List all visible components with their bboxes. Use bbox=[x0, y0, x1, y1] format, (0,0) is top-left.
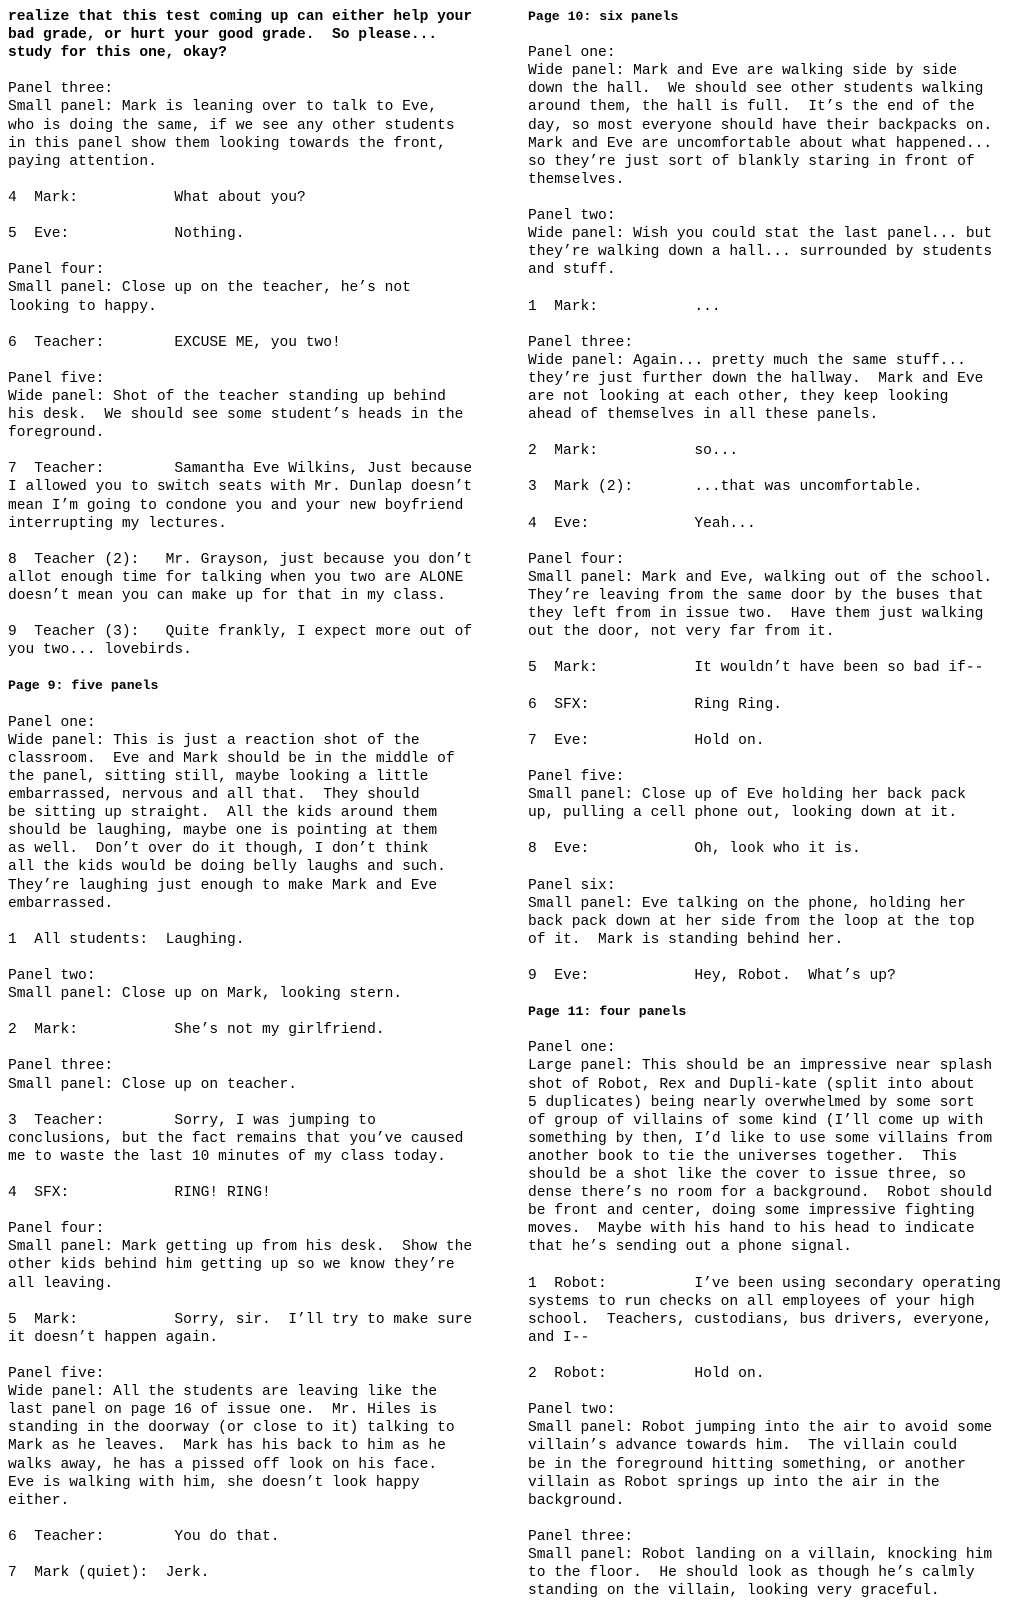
panel-label: Panel two: bbox=[528, 208, 616, 225]
script-text-line: Wide panel: Mark and Eve are walking side by side bbox=[528, 63, 958, 80]
script-text-line: another book to tie the universes together. This bbox=[528, 1148, 958, 1165]
script-text-line: realize that this test coming up can either help your bbox=[8, 9, 473, 25]
blank-line bbox=[528, 1510, 1020, 1528]
panel-label: Panel three: bbox=[8, 81, 114, 98]
dialogue-line: 4 Mark: What about you? bbox=[8, 189, 306, 206]
script-text-line: walks away, he has a pissed off look on his face. bbox=[8, 1456, 438, 1473]
panel-label: Panel three: bbox=[528, 1528, 634, 1545]
script-text-line: so they’re just sort of blankly staring in front of bbox=[528, 153, 975, 170]
dialogue-line: 9 Eve: Hey, Robot. What’s up? bbox=[528, 967, 896, 984]
panel-label: Panel one: bbox=[528, 45, 616, 62]
blank-line bbox=[8, 659, 504, 677]
panel-label: Panel four: bbox=[8, 1221, 105, 1238]
panel-label: Panel four: bbox=[8, 262, 105, 279]
script-text-line: they’re just further down the hallway. Mark and Eve bbox=[528, 370, 984, 387]
blank-line bbox=[8, 1546, 504, 1564]
script-text-line: it doesn’t happen again. bbox=[8, 1329, 219, 1346]
blank-line bbox=[8, 1510, 504, 1528]
blank-line bbox=[8, 171, 504, 189]
panel-label: Panel six: bbox=[528, 877, 616, 894]
blank-line bbox=[528, 1256, 1020, 1274]
script-text-line: moves. Maybe with his hand to his head to indicate bbox=[528, 1221, 975, 1238]
script-text-line: Wide panel: Wish you could stat the last panel... but bbox=[528, 226, 993, 243]
dialogue-line: 5 duplicates) being nearly overwhelmed by some sort bbox=[528, 1094, 975, 1111]
script-text-line: to the floor. He should look as though he’s calmly bbox=[528, 1565, 975, 1582]
script-text-line: up, pulling a cell phone out, looking down at it. bbox=[528, 805, 958, 822]
script-text-line: Small panel: Mark and Eve, walking out of the school. bbox=[528, 569, 993, 586]
script-text-line: that he’s sending out a phone signal. bbox=[528, 1239, 853, 1256]
script-text-line: Wide panel: All the students are leaving like the bbox=[8, 1384, 438, 1401]
script-text-line: Small panel: Close up on teacher. bbox=[8, 1076, 298, 1093]
blank-line bbox=[528, 677, 1020, 695]
script-text-line: allot enough time for talking when you two are ALONE bbox=[8, 569, 464, 586]
script-text-line: dense there’s no room for a background. Robot should bbox=[528, 1185, 993, 1202]
script-text-line: bad grade, or hurt your good grade. So please... bbox=[8, 27, 438, 44]
page-heading: Page 11: four panels bbox=[528, 1004, 687, 1020]
blank-line bbox=[528, 1347, 1020, 1365]
panel-label: Panel one: bbox=[8, 714, 96, 731]
script-text-line: school. Teachers, custodians, bus drivers, everyone, bbox=[528, 1311, 993, 1328]
script-text-line: looking to happy. bbox=[8, 298, 157, 315]
dialogue-line: 5 Eve: Nothing. bbox=[8, 226, 245, 243]
blank-line bbox=[528, 641, 1020, 659]
dialogue-line: 2 Mark: so... bbox=[528, 443, 739, 460]
script-text-line: themselves. bbox=[528, 171, 625, 188]
blank-line bbox=[8, 442, 504, 460]
script-text-line: Small panel: Mark getting up from his desk. Show the bbox=[8, 1239, 473, 1256]
script-text-line: be sitting up straight. All the kids around them bbox=[8, 805, 438, 822]
blank-line bbox=[528, 279, 1020, 297]
dialogue-line: 1 Robot: I’ve been using secondary operating bbox=[528, 1275, 1001, 1292]
script-text-line: they’re walking down a hall... surrounded by students bbox=[528, 244, 993, 261]
script-text-line: they left from in issue two. Have them just walking bbox=[528, 606, 984, 623]
panel-label: Panel two: bbox=[528, 1402, 616, 1419]
script-text-line: embarrassed. bbox=[8, 895, 114, 912]
script-text-line: and stuff. bbox=[528, 262, 616, 279]
script-text-line: me to waste the last 10 minutes of my class today. bbox=[8, 1148, 446, 1165]
script-column-right bbox=[528, 8, 1020, 1600]
script-text-line: of group of villains of some kind (I’ll come up with bbox=[528, 1112, 984, 1129]
script-text-line: of it. Mark is standing behind her. bbox=[528, 931, 844, 948]
script-text-line: villain’s advance towards him. The villain could bbox=[528, 1438, 958, 1455]
script-text-line: They’re laughing just enough to make Mark and Eve bbox=[8, 877, 438, 894]
blank-line bbox=[528, 822, 1020, 840]
script-text-line: systems to run checks on all employees of your high bbox=[528, 1293, 975, 1310]
blank-line bbox=[8, 1094, 504, 1112]
script-text-line: Small panel: Close up on Mark, looking stern. bbox=[8, 986, 403, 1003]
blank-line bbox=[8, 1166, 504, 1184]
script-text-line: Small panel: Mark is leaning over to talk to Eve, bbox=[8, 99, 438, 116]
script-text-line: his desk. We should see some student’s heads in the bbox=[8, 407, 464, 424]
blank-line bbox=[8, 352, 504, 370]
dialogue-line: 9 Teacher (3): Quite frankly, I expect more out of bbox=[8, 624, 473, 641]
script-text-line: be front and center, doing some impressive fighting bbox=[528, 1203, 975, 1220]
panel-label: Panel five: bbox=[8, 1366, 105, 1383]
script-text-line: who is doing the same, if we see any other students bbox=[8, 117, 455, 134]
script-text-line: Small panel: Close up on the teacher, he’s not bbox=[8, 280, 411, 297]
script-text-line: doesn’t mean you can make up for that in my class. bbox=[8, 588, 446, 604]
script-text-line: Small panel: Eve talking on the phone, holding her bbox=[528, 895, 966, 912]
dialogue-line: 4 SFX: RING! RING! bbox=[8, 1185, 271, 1202]
blank-line bbox=[528, 497, 1020, 515]
script-text-line: standing on the villain, looking very graceful. bbox=[528, 1583, 940, 1600]
blank-line bbox=[528, 26, 1020, 44]
blank-line bbox=[8, 243, 504, 261]
dialogue-line: 3 Mark (2): ...that was uncomfortable. bbox=[528, 479, 923, 496]
dialogue-line: 6 Teacher: You do that. bbox=[8, 1528, 280, 1545]
panel-label: Panel five: bbox=[528, 768, 625, 785]
dialogue-line: 2 Robot: Hold on. bbox=[528, 1366, 765, 1383]
script-text-line: should be a shot like the cover to issue three, so bbox=[528, 1167, 966, 1183]
script-text-line: Wide panel: Again... pretty much the same stuff... bbox=[528, 352, 966, 369]
blank-line bbox=[8, 605, 504, 623]
panel-label: Panel three: bbox=[528, 334, 634, 351]
page-heading: Page 10: six panels bbox=[528, 9, 679, 24]
blank-line bbox=[8, 1003, 504, 1021]
dialogue-line: 7 Teacher: Samantha Eve Wilkins, Just because bbox=[8, 461, 473, 478]
script-text-line: all the kids would be doing belly laughs and such. bbox=[8, 859, 446, 876]
script-text-line: ahead of themselves in all these panels. bbox=[528, 407, 879, 424]
dialogue-line: 5 Mark: It wouldn’t have been so bad if-- bbox=[528, 660, 984, 677]
script-text-line: shot of Robot, Rex and Dupli-kate (split into about bbox=[528, 1076, 975, 1093]
dialogue-line: 2 Mark: She’s not my girlfriend. bbox=[8, 1022, 385, 1039]
blank-line bbox=[528, 1021, 1020, 1039]
blank-line bbox=[528, 424, 1020, 442]
script-text-line: Mark as he leaves. Mark has his back to him as he bbox=[8, 1438, 446, 1455]
blank-line bbox=[8, 1202, 504, 1220]
dialogue-line: 8 Teacher (2): Mr. Grayson, just because you don’t bbox=[8, 551, 473, 568]
script-text-line: you two... lovebirds. bbox=[8, 642, 192, 659]
script-text-line: villain as Robot springs up into the air in the bbox=[528, 1474, 940, 1491]
script-text-line: the panel, sitting still, maybe looking a little bbox=[8, 768, 429, 785]
script-text-line: back pack down at her side from the loop at the top bbox=[528, 913, 975, 930]
script-text-line: standing in the doorway (or close to it) talking to bbox=[8, 1420, 455, 1437]
dialogue-line: 1 All students: Laughing. bbox=[8, 931, 245, 948]
script-text-line: and I-- bbox=[528, 1329, 590, 1346]
dialogue-line: 3 Teacher: Sorry, I was jumping to bbox=[8, 1112, 376, 1129]
panel-label: Panel four: bbox=[528, 551, 625, 568]
script-text-line: day, so most everyone should have their backpacks on. bbox=[528, 117, 993, 134]
script-text-line: in this panel show them looking towards the front, bbox=[8, 135, 446, 152]
script-text-line: Small panel: Close up of Eve holding her back pack bbox=[528, 787, 966, 804]
script-text-line: last panel on page 16 of issue one. Mr. Hiles is bbox=[8, 1402, 438, 1419]
blank-line bbox=[8, 949, 504, 967]
blank-line bbox=[528, 316, 1020, 334]
blank-line bbox=[528, 460, 1020, 478]
script-text-line: study for this one, okay? bbox=[8, 45, 227, 62]
blank-line bbox=[528, 985, 1020, 1003]
script-text-line: around them, the hall is full. It’s the end of the bbox=[528, 99, 975, 116]
blank-line bbox=[528, 189, 1020, 207]
script-text-line: all leaving. bbox=[8, 1275, 114, 1292]
script-text-line: other kids behind him getting up so we know they’re bbox=[8, 1257, 455, 1274]
blank-line bbox=[528, 714, 1020, 732]
script-text-line: be in the foreground hitting something, or another bbox=[528, 1456, 966, 1473]
script-text-line: conclusions, but the fact remains that you’ve caused bbox=[8, 1130, 464, 1147]
dialogue-line: 1 Mark: ... bbox=[528, 298, 721, 315]
script-text-line: They’re leaving from the same door by the buses that bbox=[528, 588, 984, 604]
script-text-line: foreground. bbox=[8, 425, 105, 442]
script-text-line: paying attention. bbox=[8, 153, 157, 170]
script-text-line: Small panel: Robot jumping into the air to avoid some bbox=[528, 1420, 993, 1437]
script-text-line: either. bbox=[8, 1492, 70, 1509]
dialogue-line: 8 Eve: Oh, look who it is. bbox=[528, 841, 861, 858]
script-text-line: Large panel: This should be an impressive near splash bbox=[528, 1058, 993, 1075]
blank-line bbox=[8, 316, 504, 334]
blank-line bbox=[8, 696, 504, 714]
script-text-line: classroom. Eve and Mark should be in the middle of bbox=[8, 750, 455, 767]
script-text-line: something by then, I’d like to use some villains from bbox=[528, 1130, 993, 1147]
dialogue-line: 5 Mark: Sorry, sir. I’ll try to make sure bbox=[8, 1311, 473, 1328]
dialogue-line: 7 Mark (quiet): Jerk. bbox=[8, 1565, 210, 1582]
blank-line bbox=[8, 1347, 504, 1365]
script-text-line: Mark and Eve are uncomfortable about what happened... bbox=[528, 135, 993, 152]
panel-label: Panel two: bbox=[8, 967, 96, 984]
dialogue-line: 4 Eve: Yeah... bbox=[528, 515, 756, 532]
dialogue-line: 6 SFX: Ring Ring. bbox=[528, 696, 782, 713]
blank-line bbox=[8, 533, 504, 551]
script-text-line: out the door, not very far from it. bbox=[528, 624, 835, 641]
blank-line bbox=[528, 750, 1020, 768]
script-text-line: Small panel: Robot landing on a villain, knocking him bbox=[528, 1546, 993, 1563]
script-text-line: mean I’m going to condone you and your new boyfriend bbox=[8, 497, 464, 514]
page-heading: Page 9: five panels bbox=[8, 678, 159, 694]
blank-line bbox=[8, 62, 504, 80]
script-text-line: down the hall. We should see other students walking bbox=[528, 81, 984, 98]
dialogue-line: 7 Eve: Hold on. bbox=[528, 732, 765, 749]
script-text-line: I allowed you to switch seats with Mr. Dunlap doesn’t bbox=[8, 479, 473, 496]
script-text-line: should be laughing, maybe one is pointing at them bbox=[8, 823, 438, 840]
blank-line bbox=[8, 913, 504, 931]
blank-line bbox=[528, 1383, 1020, 1401]
script-text-line: are not looking at each other, they keep looking bbox=[528, 388, 949, 405]
panel-label: Panel three: bbox=[8, 1058, 114, 1075]
panel-label: Panel five: bbox=[8, 370, 105, 387]
blank-line bbox=[528, 858, 1020, 876]
script-text-line: interrupting my lectures. bbox=[8, 515, 227, 532]
blank-line bbox=[8, 207, 504, 225]
blank-line bbox=[528, 533, 1020, 551]
blank-line bbox=[8, 1039, 504, 1057]
panel-label: Panel one: bbox=[528, 1040, 616, 1057]
blank-line bbox=[528, 949, 1020, 967]
script-text-line: Wide panel: Shot of the teacher standing up behind bbox=[8, 388, 446, 405]
script-column-left bbox=[8, 8, 504, 1582]
script-text-line: embarrassed, nervous and all that. They should bbox=[8, 787, 420, 804]
script-text-line: Eve is walking with him, she doesn’t look happy bbox=[8, 1474, 420, 1491]
script-text-line: Wide panel: This is just a reaction shot of the bbox=[8, 732, 420, 749]
script-text-line: background. bbox=[528, 1492, 625, 1509]
script-text-line: as well. Don’t over do it though, I don’t think bbox=[8, 841, 429, 858]
blank-line bbox=[8, 1293, 504, 1311]
dialogue-line: 6 Teacher: EXCUSE ME, you two! bbox=[8, 334, 341, 351]
